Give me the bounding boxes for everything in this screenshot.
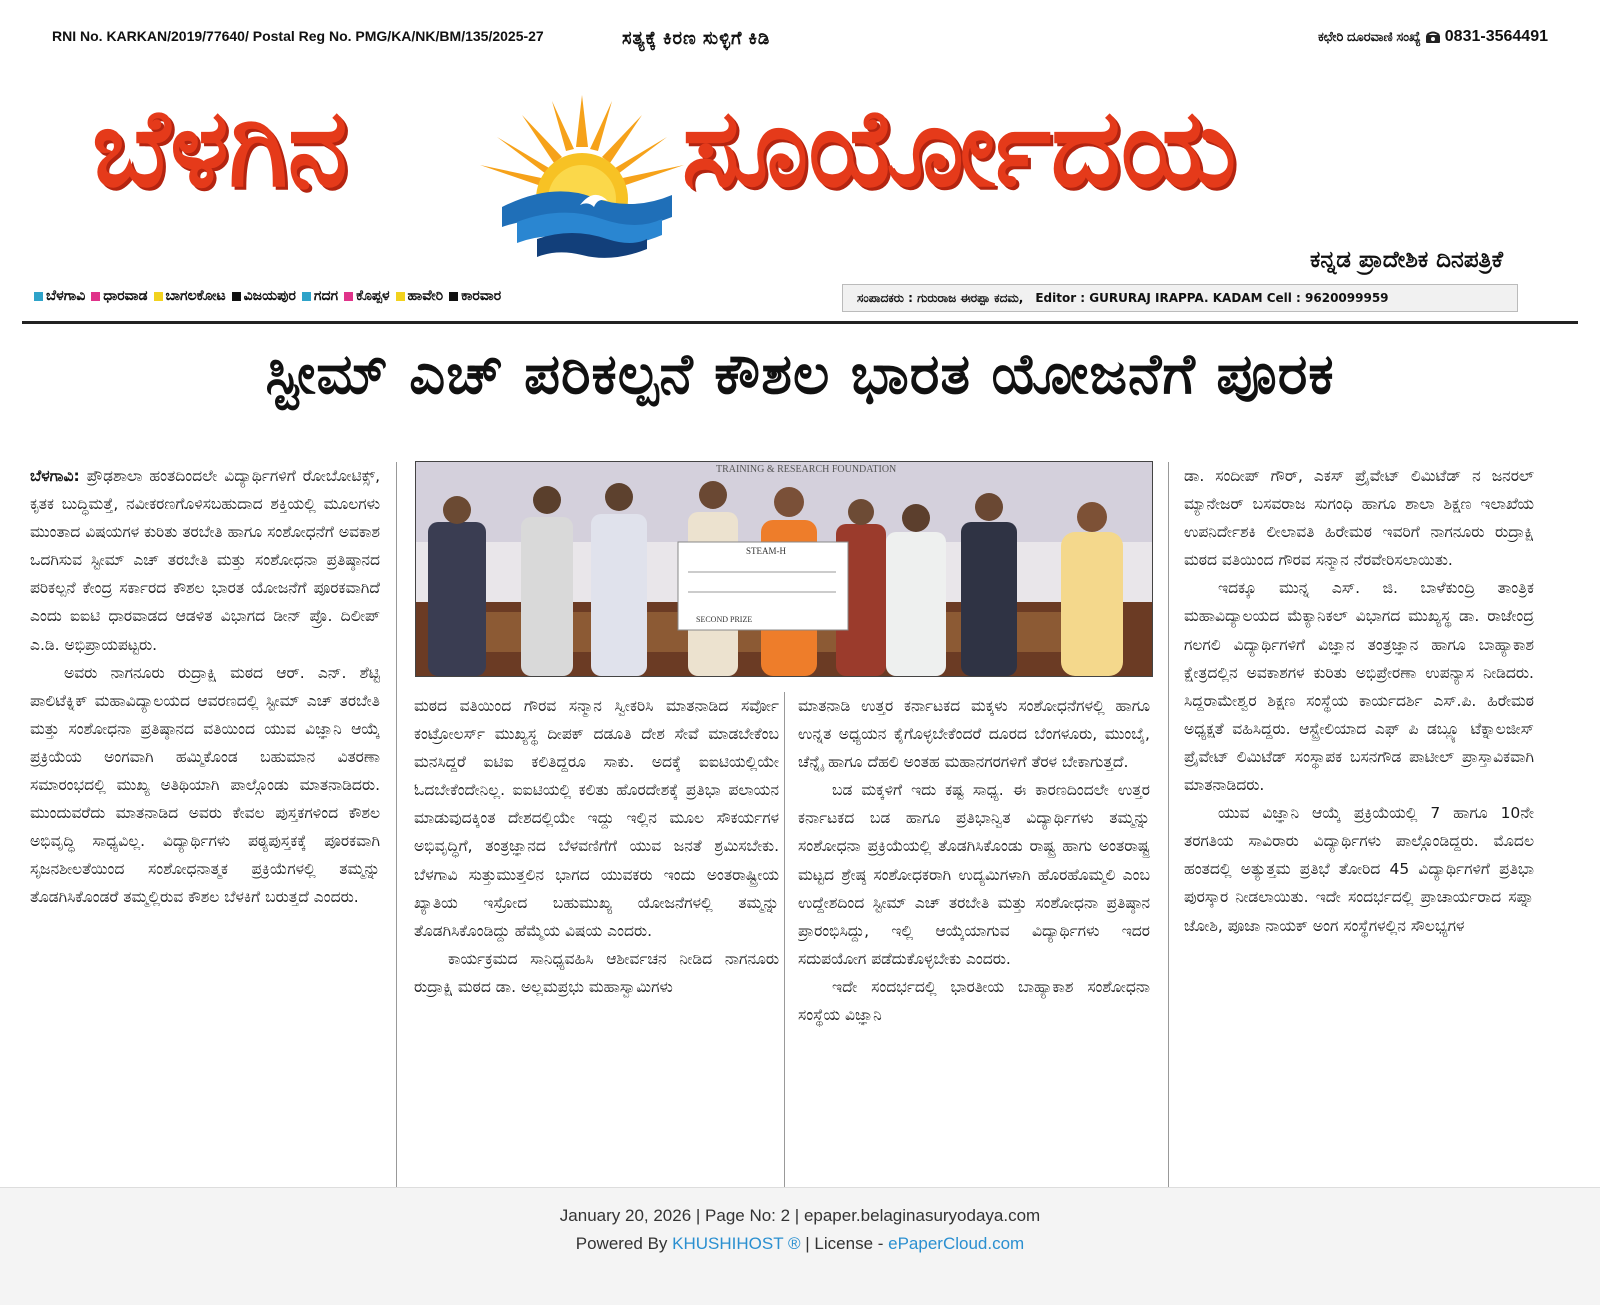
epaper-footer	[0, 1187, 1600, 1305]
editor-info	[842, 284, 1518, 312]
district-name: ಬಾಗಲಕೋಟ	[165, 288, 226, 304]
article-paragraph: ಅವರು ನಾಗನೂರು ರುದ್ರಾಕ್ಷಿ ಮಠದ ಆರ್. ಎನ್. ಶೆಟ್ಟಿ ಪಾಲಿಟೆಕ್ನಿಕ್ ಮಹಾವಿದ್ಯಾಲಯದ ಆವರಣದಲ್ಲಿ ಸ್ಟೀಮ್ ಎಚ್ ತರಬೇತಿ ಮತ್ತು ಸಂಶೋಧನಾ ಪ್ರತಿಷ್ಠಾನದ ವತಿಯಿಂದ ಯುವ ವಿಜ್ಞಾನಿ ಆಯ್ಕೆ ಪ್ರಕ್ರಿಯೆಯ ಅಂಗವಾಗಿ ಹಮ್ಮಿಕೊಂಡ ಬಹುಮಾನ ವಿತರಣಾ ಸಮಾರಂಭದಲ್ಲಿ ಮುಖ್ಯ ಅತಿಥಿಯಾಗಿ ಪಾಲ್ಗೊಂಡು ಮಾತನಾಡಿದರು. ಮುಂದುವರೆದು ಮಾತನಾಡಿದ ಅವರು ಕೇವಲ ಪುಸ್ತಕಗಳಿಂದ ಕೌಶಲ ಅಭಿವೃದ್ಧಿ ಸಾಧ್ಯವಿಲ್ಲ. ವಿದ್ಯಾರ್ಥಿಗಳು ಪಠ್ಯಪುಸ್ತಕಕ್ಕೆ ಪೂರಕವಾಗಿ ಸೃಜನಶೀಲತೆಯಿಂದ ಸಂಶೋಧನಾತ್ಮಕ ಪ್ರಕ್ರಿಯೆಗಳಲ್ಲಿ ತಮ್ಮನ್ನು ತೊಡಗಿಸಿಕೊಂಡರೆ ತಮ್ಮಲ್ಲಿರುವ ಕೌಶಲ ಬೆಳಕಿಗೆ ಬರುತ್ತದೆ ಎಂದರು.	[30, 663, 380, 907]
khushihost-link[interactable]: KHUSHIHOST ®	[672, 1234, 801, 1253]
district-name: ಧಾರವಾಡ	[103, 288, 148, 304]
column-divider	[784, 692, 785, 1212]
district-name: ಗದಗ	[313, 288, 339, 304]
article-column-3	[798, 692, 1150, 1212]
article-paragraph	[30, 462, 380, 659]
article-column-2	[414, 692, 779, 1212]
photo-banner-text: TRAINING & RESEARCH FOUNDATION	[716, 464, 897, 475]
office-phone	[1318, 28, 1548, 46]
tagline: ಸತ್ಯಕ್ಕೆ ಕಿರಣ ಸುಳ್ಳಿಗೆ ಕಿಡಿ	[622, 28, 771, 48]
masthead-divider	[22, 321, 1578, 324]
article-column-1	[30, 462, 380, 1212]
article-paragraph: ಇದೇ ಸಂದರ್ಭದಲ್ಲಿ ಭಾರತೀಯ ಬಾಹ್ಯಾಕಾಶ ಸಂಶೋಧನಾ ಸಂಸ್ಥೆಯ ವಿಜ್ಞಾನಿ	[798, 977, 1150, 1025]
district-item	[396, 288, 444, 304]
cheque-title: STEAM-H	[746, 546, 786, 556]
district-item	[232, 288, 296, 304]
article-paragraph: ಬಡ ಮಕ್ಕಳಿಗೆ ಇದು ಕಷ್ಟ ಸಾಧ್ಯ. ಈ ಕಾರಣದಿಂದಲೇ ಉತ್ತರ ಕರ್ನಾಟಕದ ಬಡ ಹಾಗೂ ಪ್ರತಿಭಾನ್ವಿತ ವಿದ್ಯಾರ್ಥಿಗಳು ತಮ್ಮನ್ನು ಸಂಶೋಧನಾ ಪ್ರಕ್ರಿಯೆಯಲ್ಲಿ ತೊಡಗಿಸಿಕೊಂಡು ರಾಷ್ಟ್ರ ಹಾಗು ಅಂತರಾಷ್ಟ್ರ ಮಟ್ಟದ ಶ್ರೇಷ್ಠ ಸಂಶೋಧಕರಾಗಿ ಉದ್ಯಮಿಗಳಾಗಿ ಹೊರಹೊಮ್ಮಲಿ ಎಂಬ ಉದ್ದೇಶದಿಂದ ಸ್ಟೀಮ್ ಎಚ್ ತರಬೇತಿ ಮತ್ತು ಸಂಶೋಧನಾ ಪ್ರತಿಷ್ಠಾನ ಪ್ರಾರಂಭಿಸಿದ್ದು, ಇಲ್ಲಿ ಆಯ್ಕೆಯಾಗುವ ವಿದ್ಯಾರ್ಥಿಗಳು ಇದರ ಸದುಪಯೋಗ ಪಡೆದುಕೊಳ್ಳಬೇಕು ಎಂದರು.	[798, 781, 1150, 968]
district-marker	[154, 292, 163, 301]
powered-prefix: Powered By	[575, 1234, 673, 1253]
telephone-icon	[1425, 30, 1441, 44]
article-paragraph: ಡಾ. ಸಂದೀಪ್ ಗೌರ್, ಎಕಸ್ ಪ್ರೈವೇಟ್ ಲಿಮಿಟೆಡ್ ನ ಜನರಲ್ ಮ್ಯಾನೇಜರ್ ಬಸವರಾಜ ಸುಗಂಧಿ ಹಾಗೂ ಶಾಲಾ ಶಿಕ್ಷಣ ಇಲಾಖೆಯ ಉಪನಿರ್ದೇಶಕಿ ಲೀಲಾವತಿ ಹಿರೇಮಠ ಇವರಿಗೆ ನಾಗನೂರು ರುದ್ರಾಕ್ಷಿ ಮಠದ ವತಿಯಿಂದ ಗೌರವ ಸನ್ಮಾನ ನೆರವೇರಿಸಲಾಯಿತು.	[1184, 467, 1534, 570]
editor-kannada: ಸಂಪಾದಕರು : ಗುರುರಾಜ ಈರಪ್ಪಾ ಕದಮ,	[857, 290, 1024, 305]
article-headline: ಸ್ಟೀಮ್ ಎಚ್ ಪರಿಕಲ್ಪನೆ ಕೌಶಲ ಭಾರತ ಯೋಜನೆಗೆ ಪೂರಕ	[265, 342, 1335, 407]
dateline: ಬೆಳಗಾವಿ:	[30, 467, 80, 485]
article-paragraph: ಯುವ ವಿಜ್ಞಾನಿ ಆಯ್ಕೆ ಪ್ರಕ್ರಿಯೆಯಲ್ಲಿ 7 ಹಾಗೂ 10ನೇ ತರಗತಿಯ ಸಾವಿರಾರು ವಿದ್ಯಾರ್ಥಿಗಳು ಪಾಲ್ಗೊಂಡಿದ್ದರು. ಮೊದಲ ಹಂತದಲ್ಲಿ ಅತ್ಯುತ್ತಮ ಪ್ರತಿಭೆ ತೋರಿದ 45 ವಿದ್ಯಾರ್ಥಿಗಳಿಗೆ ಪ್ರತಿಭಾ ಪುರಸ್ಕಾರ ನೀಡಲಾಯಿತು. ಇದೇ ಸಂದರ್ಭದಲ್ಲಿ ಪ್ರಾಚಾರ್ಯರಾದ ಸಪ್ನಾ ಜೋಶಿ, ಪೂಜಾ ನಾಯಕ್ ಅಂಗ ಸಂಸ್ಥೆಗಳಲ್ಲಿನ ಸೌಲಭ್ಯಗಳ	[1184, 804, 1534, 935]
district-marker	[34, 292, 43, 301]
newspaper-page	[22, 12, 1578, 1212]
sunrise-logo-icon	[462, 87, 702, 267]
article-paragraph: ಕಾರ್ಯಕ್ರಮದ ಸಾನಿಧ್ಯವಹಿಸಿ ಆಶೀರ್ವಚನ ನೀಡಿದ ನಾಗನೂರು ರುದ್ರಾಕ್ಷಿ ಮಠದ ಡಾ. ಅಲ್ಲಮಪ್ರಭು ಮಹಾಸ್ವಾಮಿಗಳು	[414, 949, 779, 996]
paragraph-text: ಪ್ರೌಢಶಾಲಾ ಹಂತದಿಂದಲೇ ವಿದ್ಯಾರ್ಥಿಗಳಿಗೆ ರೋಬೋಟಿಕ್ಸ್, ಕೃತಕ ಬುದ್ಧಿಮತ್ತೆ, ನವೀಕರಣಗೊಳಿಸಬಹುದಾದ ಶಕ್ತಿಯಲ್ಲಿ ಮೂಲಗಳು ಮುಂತಾದ ವಿಷಯಗಳ ಕುರಿತು ತರಬೇತಿ ಹಾಗೂ ಸಂಶೋಧನೆಗೆ ಅವಕಾಶ ಒದಗಿಸುವ ಸ್ಟೀಮ್ ಎಚ್ ತರಬೇತಿ ಮತ್ತು ಸಂಶೋಧನಾ ಪ್ರತಿಷ್ಠಾನದ ಪರಿಕಲ್ಪನೆ ಕೇಂದ್ರ ಸರ್ಕಾರದ ಕೌಶಲ ಭಾರತ ಯೋಜನೆಗೆ ಪೂರಕವಾಗಿದೆ ಎಂದು ಐಐಟಿ ಧಾರವಾಡದ ಆಡಳಿತ ವಿಭಾಗದ ಡೀನ್ ಪ್ರೊ. ದಿಲೀಪ್ ಎ.ಡಿ. ಅಭಿಪ್ರಾಯಪಟ್ಟರು.	[30, 467, 380, 654]
district-name: ಬೆಳಗಾವಿ	[46, 288, 86, 304]
edition-info: January 20, 2026 | Page No: 2 | epaper.belaginasuryodaya.com	[559, 1206, 1041, 1225]
powered-by	[0, 1234, 1600, 1254]
registration-number: RNI No. KARKAN/2019/77640/ Postal Reg No. PMG/KA/NK/BM/135/2025-27	[52, 28, 544, 44]
article-paragraph: ಮಠದ ವತಿಯಿಂದ ಗೌರವ ಸನ್ಮಾನ ಸ್ವೀಕರಿಸಿ ಮಾತನಾಡಿದ ಸರ್ವೋ ಕಂಟ್ರೋಲರ್ಸ್ ಮುಖ್ಯಸ್ಥ ದೀಪಕ್ ದಡೂತಿ ದೇಶ ಸೇವೆ ಮಾಡಬೇಕೆಂಬ ಮನಸಿದ್ದರೆ ಐಟಿಐ ಕಲಿತಿದ್ದರೂ ಸಾಕು. ಅದಕ್ಕೆ ಐಐಟಿಯಲ್ಲಿಯೇ ಓದಬೇಕೆಂದೇನಿಲ್ಲ. ಐಐಟಿಯಲ್ಲಿ ಕಲಿತು ಹೊರದೇಶಕ್ಕೆ ಪ್ರತಿಭಾ ಪಲಾಯನ ಮಾಡುವುದಕ್ಕಿಂತ ದೇಶದಲ್ಲಿಯೇ ಇದ್ದು ಇಲ್ಲಿನ ಮೂಲ ಸೌಕರ್ಯಗಳ ಅಭಿವೃದ್ಧಿಗೆ, ತಂತ್ರಜ್ಞಾನದ ಬೆಳವಣಿಗೆಗೆ ಯುವ ಜನತೆ ಶ್ರಮಿಸಬೇಕು. ಬೆಳಗಾವಿ ಸುತ್ತುಮುತ್ತಲಿನ ಭಾಗದ ಯುವಕರು ಇಂದು ಅಂತರಾಷ್ಟ್ರೀಯ ಖ್ಯಾತಿಯ ಇಸ್ರೋದ ಬಹುಮುಖ್ಯ ಯೋಜನೆಗಳಲ್ಲಿ ತಮ್ಮನ್ನು ತೊಡಗಿಸಿಕೊಂಡಿದ್ದು ಹೆಮ್ಮೆಯ ವಿಷಯ ಎಂದರು.	[414, 697, 779, 940]
article-column-4	[1184, 462, 1534, 1212]
district-item	[344, 288, 389, 304]
masthead-title-left: ಬೆಳಗಿನ	[92, 86, 348, 211]
district-item	[302, 288, 338, 304]
district-name: ಕೊಪ್ಪಳ	[356, 288, 390, 304]
district-marker	[91, 292, 100, 301]
epapercloud-link[interactable]: ePaperCloud.com	[888, 1234, 1025, 1253]
masthead-title-right: ಸೂರ್ಯೋದಯ	[682, 86, 1237, 211]
district-item	[449, 288, 501, 304]
article-paragraph: ಮಾತನಾಡಿ ಉತ್ತರ ಕರ್ನಾಟಕದ ಮಕ್ಕಳು ಸಂಶೋಧನೆಗಳಲ್ಲಿ ಹಾಗೂ ಉನ್ನತ ಅಧ್ಯಯನ ಕೈಗೊಳ್ಳಬೇಕೆಂದರೆ ದೂರದ ಬೆಂಗಳೂರು, ಮುಂಬೈ, ಚೆನ್ನೈ ಹಾಗೂ ದೆಹಲಿ ಅಂತಹ ಮಹಾನಗರಗಳಿಗೆ ತೆರಳ ಬೇಕಾಗುತ್ತದೆ.	[798, 697, 1150, 772]
district-item	[91, 288, 147, 304]
district-marker	[396, 292, 405, 301]
editor-english: Editor : GURURAJ IRAPPA. KADAM Cell : 9620099959	[1035, 291, 1389, 305]
article-paragraph: ಇದಕ್ಕೂ ಮುನ್ನ ಎಸ್. ಜಿ. ಬಾಳೆಕುಂದ್ರಿ ತಾಂತ್ರಿಕ ಮಹಾವಿದ್ಯಾಲಯದ ಮೆಕ್ಯಾನಿಕಲ್ ವಿಭಾಗದ ಮುಖ್ಯಸ್ಥ ಡಾ. ರಾಜೇಂದ್ರ ಗಲಗಲಿ ವಿದ್ಯಾರ್ಥಿಗಳಿಗೆ ವಿಜ್ಞಾನ ತಂತ್ರಜ್ಞಾನ ಹಾಗೂ ಬಾಹ್ಯಾಕಾಶ ಕ್ಷೇತ್ರದಲ್ಲಿನ ಅವಕಾಶಗಳ ಕುರಿತು ಅಭಿಪ್ರೇರಣಾ ಉಪನ್ಯಾಸ ನೀಡಿದರು. ಸಿದ್ದರಾಮೇಶ್ವರ ಶಿಕ್ಷಣ ಸಂಸ್ಥೆಯ ಕಾರ್ಯದರ್ಶಿ ಎಸ್.ಪಿ. ಹಿರೇಮಠ ಅಧ್ಯಕ್ಷತೆ ವಹಿಸಿದ್ದರು. ಆಸ್ಟ್ರೇಲಿಯಾದ ಎಫ್ ಪಿ ಡಬ್ಲ್ಯೂ ಟೆಕ್ನಾಲಜೀಸ್ ಪ್ರೈವೇಟ್ ಲಿಮಿಟೆಡ್ ಸಂಸ್ಥಾಪಕ ಬಸನಗೌಡ ಪಾಟೀಲ್ ಪ್ರಾಸ್ತಾವಿಕವಾಗಿ ಮಾತನಾಡಿದರು.	[1184, 579, 1534, 795]
office-phone-label: ಕಛೇರಿ ದೂರವಾಣಿ ಸಂಖ್ಯೆ	[1317, 29, 1421, 44]
district-marker	[344, 292, 353, 301]
column-divider	[396, 462, 397, 1212]
district-item	[34, 288, 85, 304]
district-marker	[449, 292, 458, 301]
district-marker	[232, 292, 241, 301]
newspaper-masthead	[92, 67, 1512, 257]
district-item	[154, 288, 226, 304]
event-photo	[415, 461, 1153, 677]
district-name: ವಿಜಯಪುರ	[243, 288, 296, 304]
district-list	[34, 288, 501, 304]
column-divider	[1168, 462, 1169, 1212]
district-name: ಕಾರವಾರ	[461, 288, 502, 304]
license-prefix: | License -	[800, 1234, 889, 1253]
newspaper-subtitle: ಕನ್ನಡ ಪ್ರಾದೇಶಿಕ ದಿನಪತ್ರಿಕೆ	[1310, 247, 1503, 273]
district-marker	[302, 292, 311, 301]
office-phone-number: 0831-3564491	[1444, 28, 1548, 45]
district-name: ಹಾವೇರಿ	[407, 288, 444, 304]
cheque-prize: SECOND PRIZE	[696, 615, 753, 624]
